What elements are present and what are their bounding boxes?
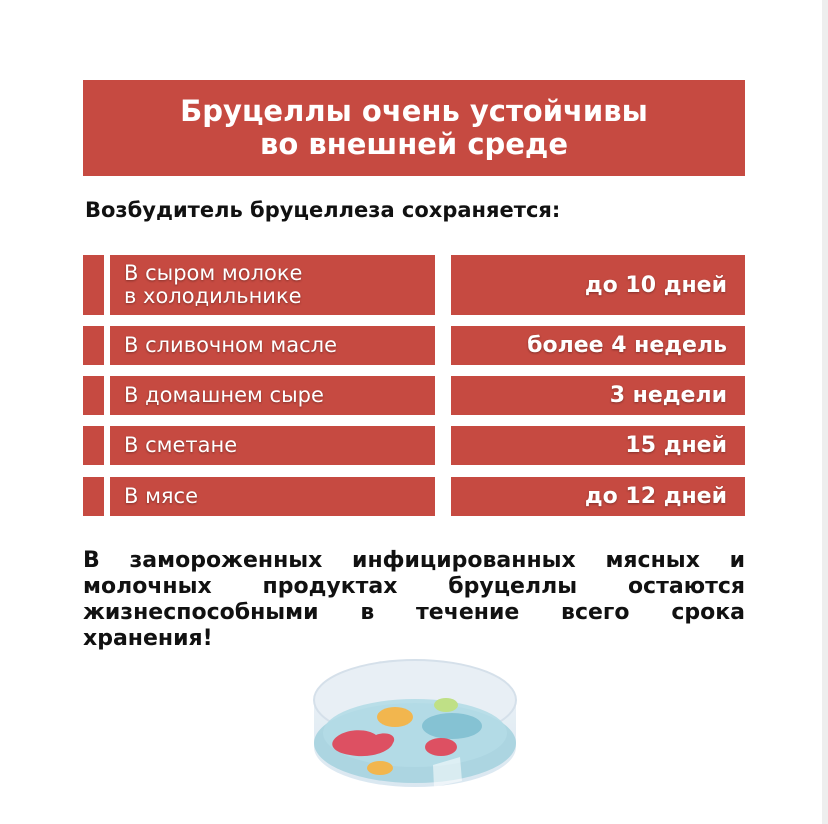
row-label-line: В сметане (124, 433, 238, 457)
row-marker (83, 376, 104, 415)
row-label-line: В домашнем сыре (124, 383, 324, 407)
table-row (83, 477, 745, 516)
row-value: более 4 недель (451, 326, 745, 365)
title-line-2: во внешней среде (259, 127, 569, 161)
title-banner (83, 80, 745, 176)
row-marker (83, 477, 104, 516)
row-label-line: В сливочном масле (124, 333, 338, 357)
title-line-1: Бруцеллы очень устойчивы (180, 94, 648, 128)
row-value: 3 недели (451, 376, 745, 415)
row-label (110, 477, 435, 516)
row-value: 15 дней (451, 426, 745, 465)
row-label (110, 326, 435, 365)
row-label-line: В сыром молоке (124, 261, 303, 285)
subtitle: Возбудитель бруцеллеза сохраняется: (85, 198, 561, 222)
petri-dish-icon (300, 655, 530, 805)
row-label-line: В мясе (124, 484, 199, 508)
table-row (83, 426, 745, 465)
storage-note: В замороженных инфицированных мясных и молочных продуктах бруцеллы остаются жизнеспособными в течение всего срока хранения! (83, 548, 745, 651)
row-marker (83, 255, 104, 315)
table-row (83, 255, 745, 315)
row-value: до 12 дней (451, 477, 745, 516)
row-label (110, 376, 435, 415)
row-label (110, 426, 435, 465)
row-marker (83, 326, 104, 365)
right-edge (822, 0, 828, 824)
row-marker (83, 426, 104, 465)
table-row (83, 376, 745, 415)
table-row (83, 326, 745, 365)
row-label-line: в холодильнике (124, 284, 302, 308)
row-value: до 10 дней (451, 255, 745, 315)
row-label (110, 255, 435, 315)
